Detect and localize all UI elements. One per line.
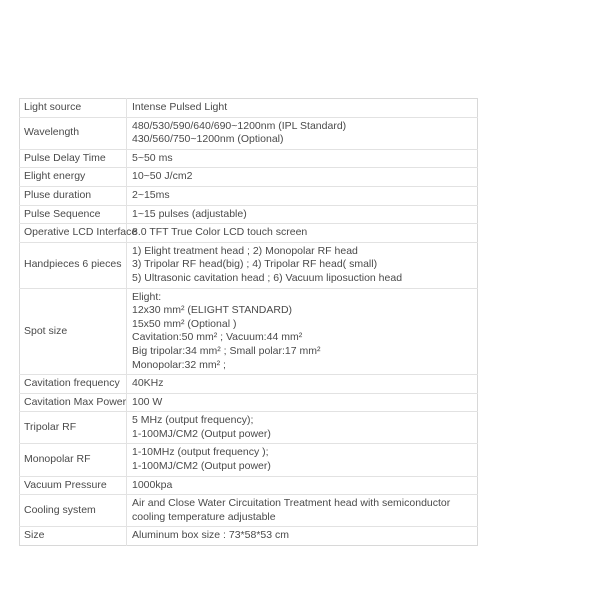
spec-value-line: 2~15ms <box>132 188 170 201</box>
spec-value-line: 1) Elight treatment head ; 2) Monopolar RF head <box>132 244 358 257</box>
table-row <box>20 149 478 168</box>
table-row <box>20 476 478 495</box>
spec-value-cell <box>127 149 478 168</box>
spec-value-line: 1-100MJ/CM2 (Output power) <box>132 460 271 473</box>
spec-value-line: 10~50 J/cm2 <box>132 170 193 183</box>
spec-label-cell: Size <box>20 527 127 546</box>
table-row <box>20 168 478 187</box>
spec-value-cell <box>127 117 478 149</box>
spec-value-line: Aluminum box size : 73*58*53 cm <box>132 529 289 542</box>
spec-value-cell <box>127 186 478 205</box>
spec-label-cell: Pulse Sequence <box>20 205 127 224</box>
spec-value-line: 15x50 mm² (Optional ) <box>132 317 237 330</box>
spec-label-cell: Light source <box>20 99 127 118</box>
spec-value-line: Cavitation:50 mm² ; Vacuum:44 mm² <box>132 331 303 344</box>
spec-value-cell <box>127 205 478 224</box>
spec-label-cell: Spot size <box>20 288 127 375</box>
table-row <box>20 224 478 243</box>
spec-value-line: 1-100MJ/CM2 (Output power) <box>132 427 271 440</box>
spec-value-line: 100 W <box>132 395 163 408</box>
spec-value-line: Monopolar:32 mm² ; <box>132 358 226 371</box>
spec-label-cell: Pulse Delay Time <box>20 149 127 168</box>
table-row <box>20 117 478 149</box>
spec-label-cell: Cavitation Max Power <box>20 393 127 412</box>
spec-value-cell <box>127 527 478 546</box>
table-row <box>20 186 478 205</box>
spec-value-cell <box>127 375 478 394</box>
table-row <box>20 527 478 546</box>
spec-value-cell <box>127 288 478 375</box>
spec-label-cell: Operative LCD Interface <box>20 224 127 243</box>
spec-value-line: 1-10MHz (output frequency ); <box>132 446 269 459</box>
spec-value-cell <box>127 495 478 527</box>
table-row <box>20 393 478 412</box>
table-row <box>20 495 478 527</box>
table-row <box>20 412 478 444</box>
spec-label-cell: Handpieces 6 pieces <box>20 242 127 288</box>
table-row <box>20 205 478 224</box>
spec-value-cell <box>127 444 478 476</box>
spec-value-cell <box>127 476 478 495</box>
spec-label-cell: Wavelength <box>20 117 127 149</box>
spec-value-cell <box>127 99 478 118</box>
spec-value-cell <box>127 393 478 412</box>
spec-value-line: 5) Ultrasonic cavitation head ; 6) Vacuum liposuction head <box>132 271 403 284</box>
table-row <box>20 375 478 394</box>
spec-label-cell: Pluse duration <box>20 186 127 205</box>
spec-value-cell <box>127 242 478 288</box>
spec-value-line: 480/530/590/640/690~1200nm (IPL Standard) <box>132 119 347 132</box>
spec-value-cell <box>127 168 478 187</box>
spec-value-line: Elight: <box>132 290 162 303</box>
spec-label-cell: Elight energy <box>20 168 127 187</box>
spec-value-cell <box>127 412 478 444</box>
spec-label-cell: Cavitation frequency <box>20 375 127 394</box>
spec-value-line: 1000kpa <box>132 478 173 491</box>
spec-label-cell: Cooling system <box>20 495 127 527</box>
table-row <box>20 444 478 476</box>
table-row <box>20 288 478 375</box>
spec-value-line: Air and Close Water Circuitation Treatment head with semiconductor cooling temperature adjustable <box>132 497 451 523</box>
spec-value-line: Big tripolar:34 mm² ; Small polar:17 mm² <box>132 344 321 357</box>
spec-value-line: 12x30 mm² (ELIGHT STANDARD) <box>132 304 293 317</box>
specification-table-body <box>20 99 478 546</box>
specification-table-container <box>19 98 477 546</box>
spec-value-line: 430/560/750~1200nm (Optional) <box>132 133 284 146</box>
table-row <box>20 242 478 288</box>
spec-value-line: 8.0 TFT True Color LCD touch screen <box>132 226 308 239</box>
spec-value-line: Intense Pulsed Light <box>132 101 228 113</box>
spec-value-line: 5 MHz (output frequency); <box>132 414 254 427</box>
spec-label-cell: Vacuum Pressure <box>20 476 127 495</box>
spec-label-cell: Monopolar RF <box>20 444 127 476</box>
spec-value-line: 1~15 pulses (adjustable) <box>132 207 247 220</box>
spec-value-line: 5~50 ms <box>132 151 173 164</box>
spec-value-line: 3) Tripolar RF head(big) ; 4) Tripolar RF head( small) <box>132 258 378 271</box>
spec-value-cell <box>127 224 478 243</box>
spec-label-cell: Tripolar RF <box>20 412 127 444</box>
specification-table <box>19 98 478 546</box>
spec-value-line: 40KHz <box>132 377 164 390</box>
table-row <box>20 99 478 118</box>
